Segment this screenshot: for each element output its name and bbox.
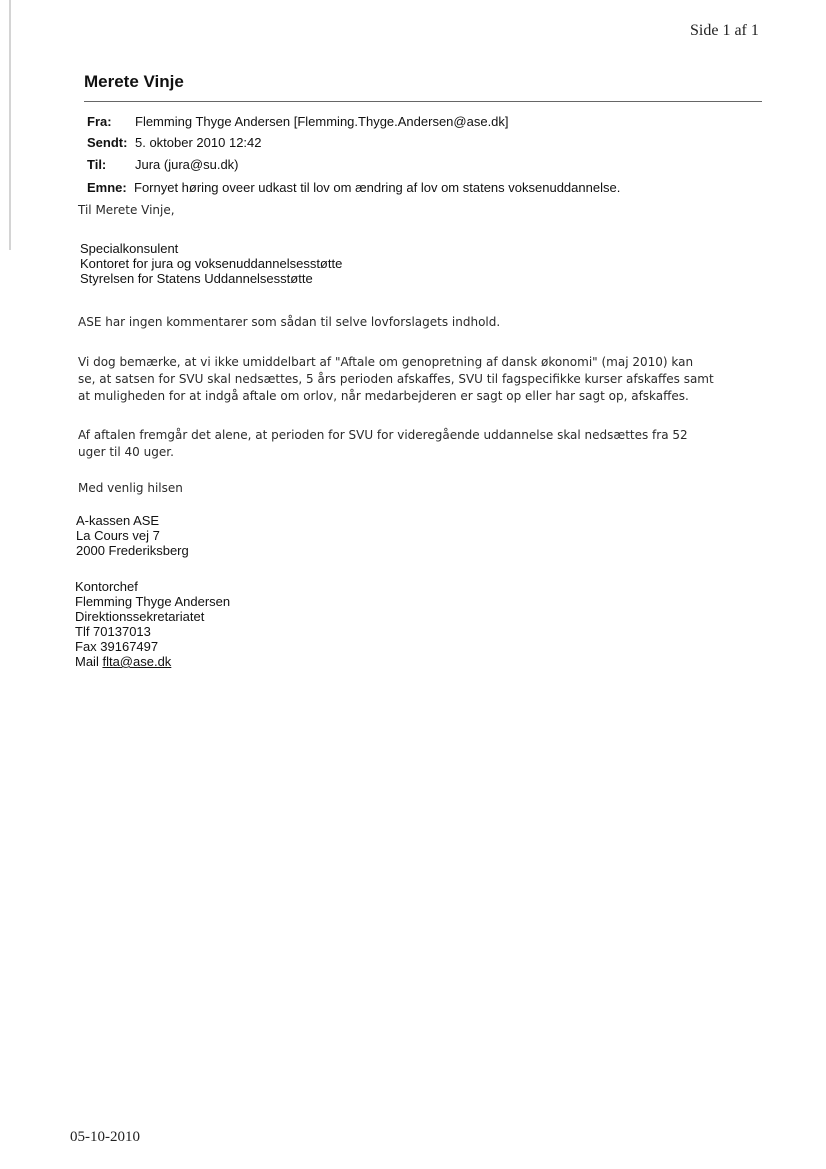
recipient-title: Specialkonsulent bbox=[80, 241, 179, 256]
closing: Med venlig hilsen bbox=[78, 481, 183, 495]
subject-value: Fornyet høring oveer udkast til lov om ændring af lov om statens voksenuddannelse. bbox=[134, 180, 621, 195]
signature-block bbox=[75, 579, 230, 669]
paragraph-3-line: Af aftalen fremgår det alene, at perioden for SVU for videregående uddannelse skal nedsættes fra 52 bbox=[78, 428, 688, 442]
recipient-agency: Styrelsen for Statens Uddannelsesstøtte bbox=[80, 271, 313, 286]
mail-link[interactable]: flta@ase.dk bbox=[102, 654, 172, 669]
signature-phone: Tlf 70137013 bbox=[75, 624, 151, 639]
scan-edge-mark bbox=[9, 0, 11, 250]
sent-value: 5. oktober 2010 12:42 bbox=[135, 135, 262, 150]
sender-city: 2000 Frederiksberg bbox=[76, 543, 189, 558]
paragraph-2-line: at muligheden for at indgå aftale om orlov, når medarbejderen er sagt op eller har sagt op, afskaffes. bbox=[78, 389, 689, 403]
paragraph-2-line: se, at satsen for SVU skal nedsættes, 5 års perioden afskaffes, SVU til fagspecifikke kurser afskaffes samt bbox=[78, 372, 714, 386]
signature-fax: Fax 39167497 bbox=[75, 639, 159, 654]
signature-mail-row bbox=[75, 654, 230, 669]
paragraph-3-line: uger til 40 uger. bbox=[78, 445, 174, 459]
signature-department: Direktionssekretariatet bbox=[75, 609, 205, 624]
from-label: Fra: bbox=[87, 114, 112, 129]
from-value: Flemming Thyge Andersen [Flemming.Thyge.Andersen@ase.dk] bbox=[135, 114, 509, 129]
paragraph-1: ASE har ingen kommentarer som sådan til selve lovforslagets indhold. bbox=[78, 315, 501, 329]
sender-street: La Cours vej 7 bbox=[76, 528, 160, 543]
signature-title: Kontorchef bbox=[75, 579, 138, 594]
paragraph-2 bbox=[78, 354, 768, 405]
header-sent-row bbox=[87, 135, 777, 150]
signature-name: Flemming Thyge Andersen bbox=[75, 594, 231, 609]
recipient-block bbox=[80, 241, 342, 286]
header-divider bbox=[84, 101, 762, 102]
sender-address bbox=[76, 513, 189, 558]
header-to-row bbox=[87, 157, 777, 172]
greeting: Til Merete Vinje, bbox=[78, 203, 175, 217]
sent-label: Sendt: bbox=[87, 135, 128, 150]
to-value: Jura (jura@su.dk) bbox=[135, 157, 239, 172]
mail-label: Mail bbox=[75, 654, 99, 669]
subject-label: Emne: bbox=[87, 180, 127, 195]
footer-date: 05-10-2010 bbox=[70, 1129, 140, 1145]
header-subject-row bbox=[87, 180, 777, 195]
paragraph-3 bbox=[78, 427, 768, 461]
recipient-office: Kontoret for jura og voksenuddannelsesstøtte bbox=[80, 256, 343, 271]
sender-org: A-kassen ASE bbox=[76, 513, 160, 528]
to-label: Til: bbox=[87, 157, 107, 172]
paragraph-2-line: Vi dog bemærke, at vi ikke umiddelbart af "Aftale om genopretning af dansk økonomi" (maj 2010) kan bbox=[78, 355, 694, 369]
page-number: Side 1 af 1 bbox=[690, 22, 759, 39]
mailbox-owner-name: Merete Vinje bbox=[84, 72, 184, 91]
header-from-row bbox=[87, 114, 777, 129]
